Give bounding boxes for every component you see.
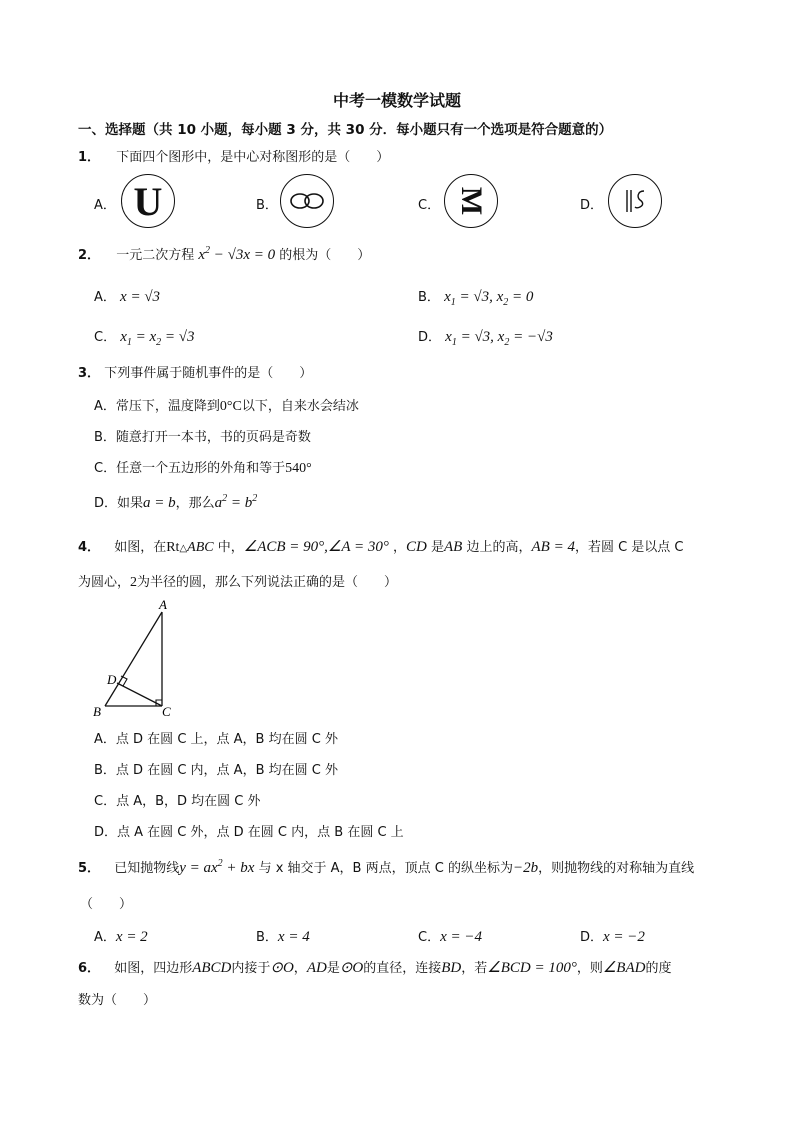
q3-option-a xyxy=(94,395,359,415)
q5-text-a: 已知抛物线 xyxy=(114,861,180,876)
option-label: C． xyxy=(94,794,117,809)
q2-option-a xyxy=(94,286,160,306)
question-number: 1． xyxy=(78,150,101,165)
q4-text-g: 为圆心， xyxy=(78,575,131,590)
equation: $x^2 - √3x = 0$ xyxy=(198,245,276,263)
question-6-line-1 xyxy=(78,957,671,977)
vertex-b-label: B xyxy=(93,704,101,719)
option-label: B． xyxy=(94,763,116,778)
infinity-shape xyxy=(280,174,334,228)
option-text: 点 A 在圆 C 外，点 D 在圆 C 内，点 B 在圆 C 上 xyxy=(117,825,404,840)
option-math: $x_1 = x_2 = √3$ xyxy=(120,329,195,348)
vertex-y: −2b xyxy=(512,860,539,876)
option-label: D． xyxy=(418,330,442,345)
quad-abcd: ABCD xyxy=(192,960,232,976)
question-text: 下面四个图形中，是中心对称图形的是（ ） xyxy=(116,150,390,165)
option-label: B． xyxy=(94,430,116,445)
bd-label: BD xyxy=(441,960,462,976)
question-6-line-2: 数为（ ） xyxy=(78,993,157,1008)
option-text: 如果 xyxy=(117,496,144,511)
vertex-d-label: D xyxy=(107,672,117,687)
question-text-before: 一元二次方程 xyxy=(116,248,195,263)
q4-option-a xyxy=(94,728,338,747)
question-text-after: 的根为（ ） xyxy=(279,248,371,263)
option-math: x = √3 xyxy=(120,289,161,305)
triangle-figure xyxy=(88,596,198,721)
q6-text-d: 是 xyxy=(326,961,340,976)
option-label: A． xyxy=(94,290,116,305)
q3-option-c xyxy=(94,457,312,477)
question-3 xyxy=(78,362,312,381)
section-heading: 一、选择题（共 10 小题，每小题 3 分，共 30 分．每小题只有一个选项是符合题意的） xyxy=(78,122,613,138)
option-text: 任意一个五边形的外角和等于 xyxy=(116,461,286,476)
question-4-line-1 xyxy=(78,536,684,556)
option-label: D． xyxy=(580,930,604,945)
q6-text-g: ，则 xyxy=(576,961,603,976)
question-number: 2． xyxy=(78,248,101,263)
question-1 xyxy=(78,146,389,165)
option-value: 540° xyxy=(285,461,312,476)
option-text: 点 D 在圆 C 上，点 A，B 均在圆 C 外 xyxy=(115,732,338,747)
q4-text-h: 为半径的圆，那么下列说法正确的是（ ） xyxy=(137,575,398,590)
option-label: B． xyxy=(256,930,278,945)
question-number: 5． xyxy=(78,861,101,876)
option-label: B． xyxy=(418,290,440,305)
option-label: D． xyxy=(94,825,118,840)
q4-text-e: 边上的高， xyxy=(466,540,532,555)
q4-text-a: 如图，在 xyxy=(114,540,167,555)
option-math: a = b xyxy=(143,495,176,511)
option-text: 点 D 在圆 C 内，点 A，B 均在圆 C 外 xyxy=(115,763,338,778)
option-label: A． xyxy=(94,399,116,414)
ad-label: AD xyxy=(306,960,327,976)
option-math: x = 4 xyxy=(277,929,310,945)
option-label: C． xyxy=(94,330,117,345)
option-value: 0°C xyxy=(219,399,242,414)
option-label: C． xyxy=(94,461,117,476)
q4-text-f: ，若圆 C 是以点 C xyxy=(574,540,684,555)
q6-text-e: 的直径，连接 xyxy=(363,961,442,976)
option-text-mid: ，那么 xyxy=(175,496,215,511)
q4-text-c: ， xyxy=(393,540,407,555)
infinity-circle-icon xyxy=(280,174,334,228)
vertex-c-label: C xyxy=(162,704,171,719)
option-text: 常压下，温度降到 xyxy=(115,399,220,414)
option-math: $x_1 = √3$, $x_2 = 0$ xyxy=(444,289,534,308)
q4-text-b: 中， xyxy=(217,540,244,555)
u-glyph: U xyxy=(133,178,163,224)
cd-label: CD xyxy=(406,539,427,555)
q6-text-a: 如图，四边形 xyxy=(114,961,193,976)
q5-option-a xyxy=(94,926,148,946)
rt-triangle: Rt△ABC xyxy=(166,540,214,555)
s-lines-shape xyxy=(608,174,662,228)
option-math: $x_1 = √3$, $x_2 = -√3$ xyxy=(445,329,553,348)
page-title: 中考一模数学试题 xyxy=(332,91,461,110)
q4-option-d xyxy=(94,821,404,840)
q6-text-f: ，若 xyxy=(461,961,488,976)
question-number: 6． xyxy=(78,961,101,976)
q5-option-b xyxy=(256,926,310,946)
q5-text-b: 与 x 轴交于 A，B 两点，顶点 C 的纵坐标为 xyxy=(258,861,513,876)
m-glyph: M xyxy=(455,186,488,216)
q4-option-c xyxy=(94,790,261,809)
option-math: x = −4 xyxy=(440,929,482,945)
q6-text-c: ， xyxy=(293,961,307,976)
q3-option-d xyxy=(94,492,257,512)
ab-label: AB xyxy=(444,539,463,555)
question-number: 4． xyxy=(78,540,101,555)
option-text: 点 A，B，D 均在圆 C 外 xyxy=(116,794,261,809)
q4-option-b xyxy=(94,759,338,778)
q6-text-h: 的度 xyxy=(645,961,672,976)
question-5-line-2: （ ） xyxy=(80,897,133,912)
q1-option-a-label: A． xyxy=(94,198,116,213)
q4-radius: 2 xyxy=(130,575,138,590)
q4-text-d: 是 xyxy=(431,540,445,555)
angle-bcd: ∠BCD = 100° xyxy=(487,960,577,976)
parabola-equation: $y = ax^2$ + bx xyxy=(179,858,255,876)
s-lines-circle-icon xyxy=(608,174,662,228)
question-number: 3． xyxy=(78,366,101,381)
q5-option-d xyxy=(580,926,645,946)
option-text: 随意打开一本书，书的页码是奇数 xyxy=(115,430,311,445)
option-text-after: 以下，自来水会结冰 xyxy=(241,399,359,414)
q3-option-b xyxy=(94,426,311,445)
q1-option-d-label: D． xyxy=(580,198,604,213)
q2-option-b xyxy=(418,286,533,306)
option-label: A． xyxy=(94,930,116,945)
q6-text-b: 内接于 xyxy=(231,961,271,976)
question-4-line-2 xyxy=(78,571,397,591)
option-label: C． xyxy=(418,930,441,945)
angle-bad: ∠BAD xyxy=(602,960,646,976)
rotated-m-circle-icon xyxy=(444,174,498,228)
q5-text-c: ，则抛物线的对称轴为直线 xyxy=(538,861,695,876)
question-2 xyxy=(78,244,370,264)
circle-o-2: ⊙O xyxy=(339,960,364,976)
angle-condition: ∠ACB = 90°,∠A = 30° xyxy=(243,539,389,555)
ab-length: AB = 4 xyxy=(531,539,575,555)
q5-option-c xyxy=(418,926,482,946)
vertex-a-label: A xyxy=(159,597,167,612)
option-label: D． xyxy=(94,496,118,511)
option-math-2: $a^2 = b^2$ xyxy=(214,493,258,511)
option-math: x = −2 xyxy=(603,929,645,945)
letter-u-circle-icon xyxy=(121,174,175,228)
question-text: 下列事件属于随机事件的是（ ） xyxy=(104,366,313,381)
q1-option-b-label: B． xyxy=(256,198,278,213)
question-5-line-1 xyxy=(78,857,694,877)
option-label: A． xyxy=(94,732,116,747)
option-math: x = 2 xyxy=(115,929,148,945)
q2-option-c xyxy=(94,326,195,346)
q2-option-d xyxy=(418,326,553,346)
q1-option-c-label: C． xyxy=(418,198,441,213)
circle-o: ⊙O xyxy=(270,960,294,976)
